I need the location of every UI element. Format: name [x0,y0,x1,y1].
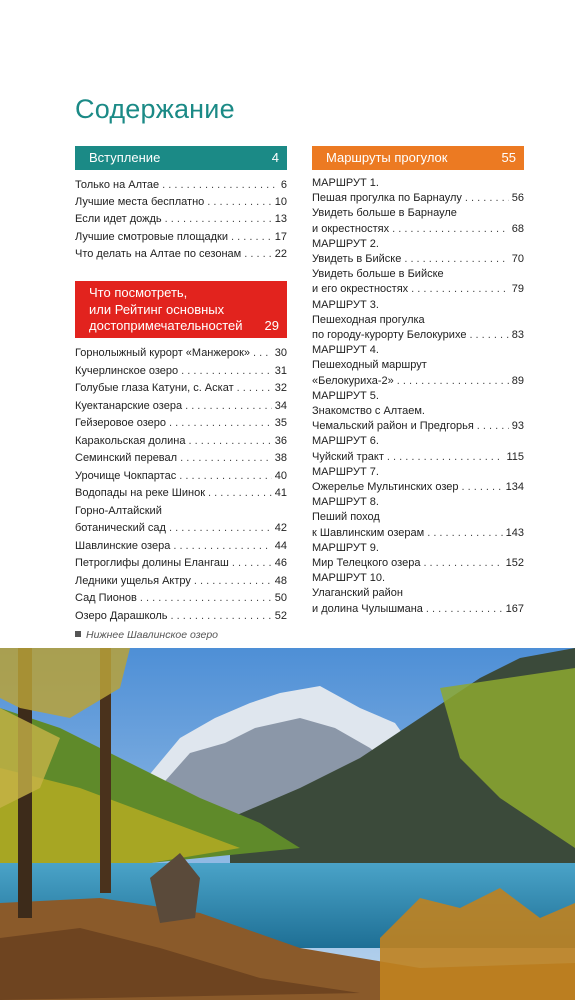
dot-leader [465,191,509,206]
toc-entry-title: Петроглифы долины Елангаш [75,557,229,569]
section-label-line: достопримечательностей [89,318,243,333]
toc-entry-title: Кучерлинское озеро [75,364,179,377]
dot-leader [173,538,271,556]
toc-entry-page: 52 [274,609,287,622]
toc-entry-page: 35 [274,417,287,429]
page-title: Содержание [75,94,235,124]
dot-leader [140,590,272,608]
dot-leader [170,608,271,626]
toc-entry-page: 38 [274,452,287,464]
toc-entry-title: МАРШРУТ 2. [312,237,379,250]
toc-entry[interactable] [75,485,287,503]
toc-entry-title: Каракольская долина [75,434,186,447]
section-header-sights[interactable] [75,281,287,338]
dot-leader [404,252,508,267]
toc-entry-title: Лучшие смотровые площадки [75,230,229,243]
toc-entry[interactable] [75,380,287,398]
toc-entry[interactable] [312,191,524,206]
toc-entry[interactable] [312,343,524,358]
dot-leader [179,468,272,486]
dot-leader [231,229,272,246]
toc-entry[interactable] [75,211,287,228]
toc-entry-page: 79 [511,283,524,296]
toc-entry-page: 68 [511,222,524,235]
section-page-number: 4 [271,150,279,165]
caption-text: Нижнее Шавлинское озеро [86,629,219,641]
toc-entry[interactable] [312,176,524,191]
toc-entry[interactable] [312,586,524,601]
toc-entry-title: Только на Алтае [75,179,160,191]
toc-entry-title: МАРШРУТ 5. [312,389,379,402]
toc-entry-title: МАРШРУТ 7. [312,465,379,478]
toc-entry-title: МАРШРУТ 6. [312,435,379,448]
toc-entry[interactable] [312,602,524,617]
dot-leader [469,328,508,343]
toc-entry[interactable] [75,538,287,556]
toc-entry-page: 152 [505,557,524,570]
toc-entry-title: и окрестностях [312,222,390,235]
dot-leader [461,480,502,495]
toc-entry[interactable] [75,468,287,486]
intro-toc-list [75,177,287,263]
toc-entry-page: 42 [274,522,287,534]
toc-entry-page: 70 [511,253,524,266]
dot-leader [180,450,272,468]
dot-leader [423,556,502,571]
toc-entry-page: 36 [274,434,287,447]
toc-entry[interactable] [312,495,524,510]
toc-entry-page: 44 [274,539,287,552]
toc-entry-title: МАРШРУТ 4. [312,344,379,357]
toc-entry[interactable] [312,541,524,556]
toc-entry-title: Ожерелье Мультинских озер [312,481,459,494]
toc-entry-title: Лучшие места бесплатно [75,196,205,209]
toc-entry-title: Пеший поход [312,511,380,524]
photo-caption [75,629,218,641]
toc-entry[interactable] [312,510,524,525]
toc-entry[interactable] [312,450,524,465]
toc-entry[interactable] [75,229,287,246]
dot-leader [477,419,509,434]
toc-entry-title: Пешая прогулка по Барнаулу [312,192,462,205]
toc-entry-title: Увидеть больше в Бийске [312,268,444,281]
dot-leader [427,526,502,541]
toc-entry[interactable] [75,590,287,608]
toc-entry[interactable] [75,398,287,416]
section-label-line: или Рейтинг основных [89,302,225,317]
toc-entry-page: 22 [274,247,287,260]
toc-entry[interactable] [312,298,524,313]
toc-entry[interactable] [312,267,524,282]
toc-entry[interactable] [75,363,287,381]
dot-leader [208,485,272,503]
toc-entry[interactable] [75,503,287,521]
toc-entry-page: 40 [274,469,287,482]
toc-entry-title: Увидеть в Бийске [312,253,402,266]
toc-entry[interactable] [312,206,524,221]
lake-photo [0,648,575,1000]
toc-entry-title: Увидеть больше в Барнауле [312,207,457,220]
section-page-number: 29 [264,318,279,333]
toc-entry[interactable] [75,194,287,211]
dot-leader [426,602,503,617]
toc-entry-title: Урочище Чокпартас [75,469,177,482]
toc-entry[interactable] [312,571,524,586]
toc-entry-title: Улаганский район [312,587,403,600]
section-label: Маршруты прогулок [326,150,448,165]
toc-entry-page: 32 [274,382,287,394]
toc-entry-title: Голубые глаза Катуни, с. Аскат [75,382,234,394]
section-label-line: Что посмотреть, [89,285,188,300]
toc-entry[interactable] [312,404,524,419]
toc-entry[interactable] [75,450,287,468]
toc-entry-title: Озеро Дарашколь [75,609,168,622]
toc-entry-title: Ледники ущелья Актру [75,574,191,587]
toc-entry[interactable] [75,177,287,194]
dot-leader [207,194,271,211]
toc-entry-title: Куектанарские озера [75,399,183,412]
toc-entry-title: Гейзеровое озеро [75,417,167,429]
dot-leader [232,555,272,573]
toc-entry[interactable] [75,246,287,263]
toc-entry[interactable] [312,526,524,541]
toc-entry[interactable] [75,608,287,626]
toc-entry-title: Знакомство с Алтаем. [312,405,425,418]
dot-leader [165,211,272,228]
toc-entry-page: 6 [280,179,287,191]
toc-entry-page: 41 [274,487,287,499]
toc-entry-page: 17 [274,230,287,243]
toc-entry[interactable] [312,237,524,252]
toc-entry[interactable] [312,252,524,267]
toc-entry-title: Горно-Алтайский [75,504,162,517]
toc-entry-title: МАРШРУТ 3. [312,298,379,311]
toc-entry-title: по городу-курорту Белокурихе [312,329,467,342]
dot-leader [185,398,272,416]
toc-entry-title: Пешеходный маршрут [312,359,427,372]
toc-entry[interactable] [75,345,287,363]
toc-entry-title: МАРШРУТ 1. [312,177,379,189]
toc-entry[interactable] [75,573,287,591]
toc-entry-page: 34 [274,399,287,412]
caption-square-icon [75,631,81,637]
toc-entry-page: 143 [505,526,524,539]
toc-entry-page: 115 [506,450,524,463]
toc-entry[interactable] [312,465,524,480]
toc-entry-title: МАРШРУТ 8. [312,496,379,509]
toc-entry[interactable] [75,520,287,538]
toc-entry-title: Горнолыжный курорт «Манжерок» [75,347,251,359]
toc-entry-page: 31 [274,364,287,377]
toc-entry[interactable] [312,328,524,343]
toc-entry-title: Что делать на Алтае по сезонам [75,247,242,260]
toc-entry-page: 134 [505,481,524,494]
toc-entry[interactable] [312,222,524,237]
toc-entry[interactable] [312,389,524,404]
toc-entry[interactable] [75,555,287,573]
dot-leader [162,177,278,194]
toc-entry-page: 56 [511,192,524,205]
toc-entry-title: Сад Пионов [75,592,137,604]
dot-leader [411,282,509,297]
toc-entry[interactable] [312,556,524,571]
toc-entry-title: Пешеходная прогулка [312,313,425,326]
toc-entry-page: 83 [511,329,524,342]
toc-entry-page: 89 [511,374,524,387]
toc-entry-title: Мир Телецкого озера [312,557,421,570]
toc-entry-page: 13 [274,213,287,226]
routes-toc-list [312,176,524,617]
toc-entry-title: ботанический сад [75,522,166,534]
toc-entry[interactable] [75,433,287,451]
toc-entry-title: Чемальский район и Предгорья [312,420,474,433]
dot-leader [244,246,272,263]
section-page-number: 55 [501,150,516,165]
section-header-routes[interactable] [312,146,524,170]
toc-entry[interactable] [312,282,524,297]
toc-entry[interactable] [312,313,524,328]
dot-leader [169,415,272,433]
toc-entry[interactable] [312,374,524,389]
toc-entry-page: 167 [505,602,524,615]
toc-entry-page: 93 [511,420,524,433]
toc-entry[interactable] [312,358,524,373]
dot-leader [392,222,509,237]
toc-entry[interactable] [75,415,287,433]
toc-entry[interactable] [312,434,524,449]
dot-leader [237,380,272,398]
toc-entry-title: Если идет дождь [75,213,162,226]
toc-entry-title: к Шавлинским озерам [312,526,425,539]
toc-entry[interactable] [312,480,524,495]
section-header-intro[interactable] [75,146,287,170]
toc-entry-title: и долина Чулышмана [312,602,423,615]
toc-entry-title: МАРШРУТ 9. [312,541,379,554]
toc-entry-title: Семинский перевал [75,452,178,464]
toc-entry-page: 46 [274,557,287,569]
toc-entry-title: Чуйский тракт [312,450,384,463]
dot-leader [397,374,509,389]
toc-entry-page: 50 [274,592,287,604]
toc-entry-title: «Белокуриха-2» [312,374,394,387]
toc-entry-page: 30 [274,347,287,359]
toc-entry-title: МАРШРУТ 10. [312,572,386,585]
sights-toc-list [75,345,287,625]
toc-entry[interactable] [312,419,524,434]
toc-entry-title: Водопады на реке Шинок [75,487,206,499]
dot-leader [253,345,272,363]
toc-entry-title: и его окрестностях [312,283,409,296]
toc-entry-page: 48 [274,574,287,587]
toc-entry-title: Шавлинские озера [75,539,171,552]
toc-entry-page: 10 [274,196,287,209]
dot-leader [169,520,272,538]
dot-leader [181,363,272,381]
dot-leader [188,433,271,451]
dot-leader [387,450,504,465]
section-label: Вступление [89,150,161,165]
dot-leader [194,573,272,591]
